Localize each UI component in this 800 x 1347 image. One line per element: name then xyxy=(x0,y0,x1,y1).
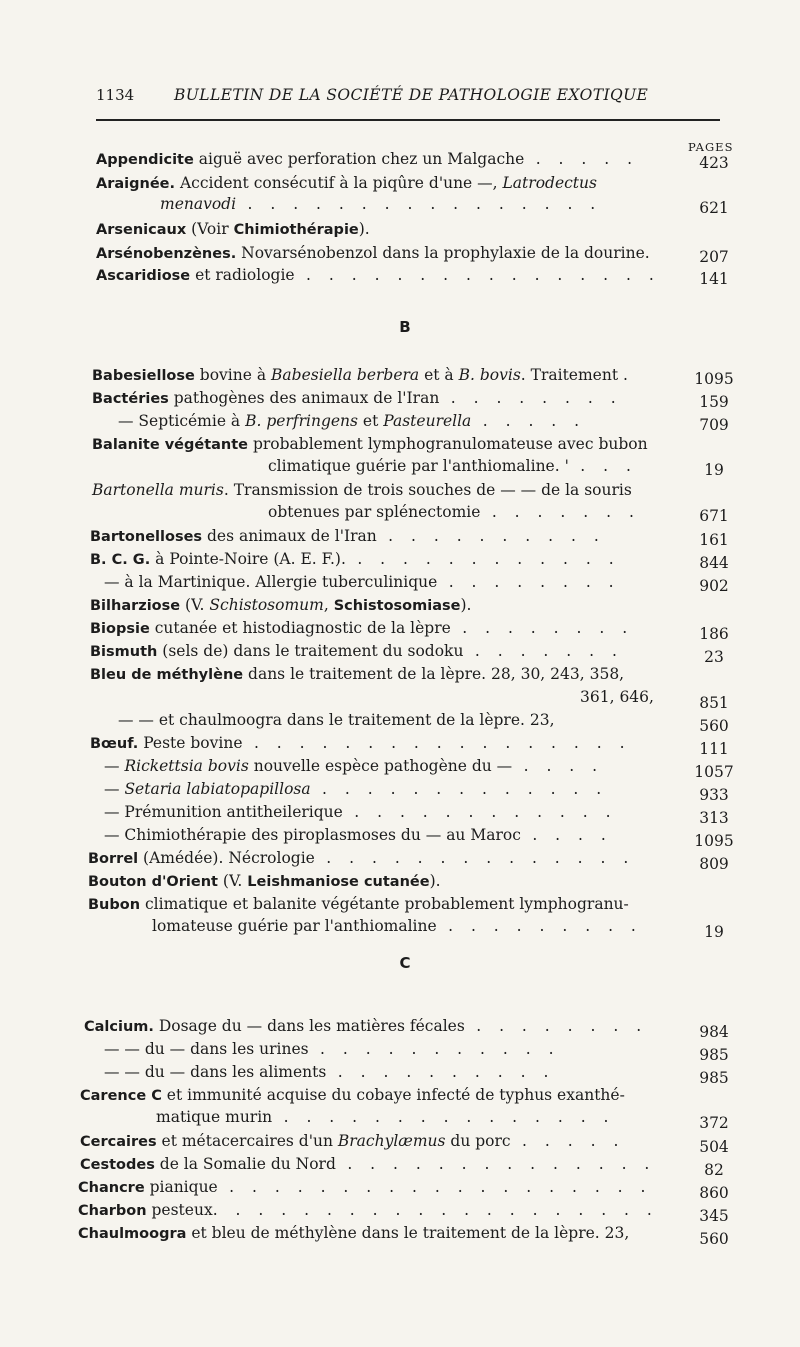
leader-dots: . . . . . . . . xyxy=(450,619,634,637)
entry-text: matique murin xyxy=(156,1108,273,1126)
page-reference: 1095 xyxy=(694,370,734,388)
index-entry-text xyxy=(90,734,631,752)
entry-text: — Septicémie à xyxy=(118,412,246,430)
entry-text: (sels de) dans le traitement du sodoku xyxy=(157,642,464,660)
index-line xyxy=(0,573,800,593)
entry-text: à Pointe-Noire (A. E. F.). xyxy=(150,550,346,568)
leader-dots: . . . . . . . . . . . . . . . . xyxy=(294,266,661,284)
index-line xyxy=(0,780,800,804)
leader-dots: . . . . . . . . xyxy=(437,573,621,591)
page-reference: 19 xyxy=(704,461,724,479)
entry-text: du porc xyxy=(445,1132,511,1150)
index-keyword: Schistosomiase xyxy=(333,598,461,614)
index-line xyxy=(0,457,800,477)
index-entry-text xyxy=(80,1086,625,1104)
index-keyword: Carence C xyxy=(80,1088,162,1104)
leader-dots: . . . . . . . . . . . . xyxy=(345,550,621,568)
entry-text: — — et chaulmoogra dans le traitement de la lèpre. 23, xyxy=(118,711,555,729)
index-line xyxy=(0,917,800,941)
journal-title: BULLETIN DE LA SOCIÉTÉ DE PATHOLOGIE EXOTIQUE xyxy=(174,86,649,104)
entry-text: et radiologie xyxy=(190,266,295,284)
page-reference: 902 xyxy=(699,577,729,595)
index-entry-text xyxy=(78,1224,629,1242)
page-reference: 933 xyxy=(699,786,729,804)
index-keyword: Balanite végétante xyxy=(92,437,249,453)
index-line xyxy=(0,849,800,873)
entry-text: dans le traitement de la lèpre. 28, 30, 243, 358, xyxy=(243,665,625,683)
leader-dots: . . . . . . . xyxy=(480,503,641,521)
entry-text: ). xyxy=(460,596,472,614)
index-entry-text xyxy=(92,366,628,384)
index-line xyxy=(0,872,800,892)
page-reference: 844 xyxy=(699,554,729,572)
index-entry-text xyxy=(96,174,597,192)
page-reference: 82 xyxy=(704,1161,724,1179)
index-entry-text xyxy=(156,1108,615,1126)
index-line xyxy=(0,711,800,735)
entry-text: pianique xyxy=(144,1178,218,1196)
index-keyword: Bœuf. xyxy=(90,736,139,752)
entry-text: Dosage du — dans les matières fécales xyxy=(153,1017,465,1035)
index-entry-text xyxy=(118,711,555,729)
entry-text: cutanée et histodiagnostic de la lèpre xyxy=(149,619,451,637)
index-entry-text xyxy=(104,573,620,591)
page-reference: 709 xyxy=(699,416,729,434)
index-entry-text xyxy=(88,872,441,890)
entry-text: . Transmission de trois souches de — — de la souris xyxy=(223,481,632,499)
entry-text: et xyxy=(357,412,384,430)
index-keyword: Cercaires xyxy=(80,1134,157,1150)
entry-text: , xyxy=(323,596,334,614)
page-reference: 186 xyxy=(699,625,729,643)
index-entry-text xyxy=(78,1178,652,1196)
index-keyword: Calcium. xyxy=(84,1019,154,1035)
index-keyword: Arsenicaux xyxy=(96,222,187,238)
index-entry-text xyxy=(84,1017,648,1035)
index-keyword: Bouton d'Orient xyxy=(88,874,218,890)
leader-dots: . . . . . . . . xyxy=(439,389,623,407)
index-keyword: Ascaridiose xyxy=(96,268,191,284)
leader-dots: . . . xyxy=(568,457,638,475)
entry-text: — xyxy=(104,780,125,798)
index-entry-text xyxy=(80,1155,656,1173)
index-entry-text xyxy=(104,803,617,821)
index-keyword: Bactéries xyxy=(92,391,169,407)
index-line xyxy=(0,1224,800,1248)
index-entry-text xyxy=(268,503,640,521)
section-letter-b: B xyxy=(399,318,411,336)
index-line xyxy=(0,826,800,850)
page-reference: 372 xyxy=(699,1114,729,1132)
entry-text: aiguë avec perforation chez un Malgache xyxy=(193,150,525,168)
index-entry-text xyxy=(268,457,637,475)
leader-dots: . . . . . xyxy=(510,1132,625,1150)
index-line xyxy=(0,619,800,643)
index-keyword: Appendicite xyxy=(96,152,194,168)
page-reference: 141 xyxy=(699,270,729,288)
entry-text: climatique guérie par l'anthiomaline. ' xyxy=(268,457,569,475)
index-keyword: Chaulmoogra xyxy=(78,1226,187,1242)
index-entry-text xyxy=(104,757,604,775)
leader-dots: . . . . . . . . . . . xyxy=(308,1040,561,1058)
index-line xyxy=(0,803,800,827)
index-line xyxy=(0,596,800,616)
index-entry-text xyxy=(80,1132,625,1150)
pages-column-label: PAGES xyxy=(688,140,734,154)
entry-text: climatique et balanite végétante probablement lymphogranu- xyxy=(140,895,629,913)
index-keyword: Bartonelloses xyxy=(90,529,203,545)
leader-dots: . . . . . . . . xyxy=(464,1017,648,1035)
page-reference: 1057 xyxy=(694,763,734,781)
entry-text: de la Somalie du Nord xyxy=(154,1155,336,1173)
index-entry-text xyxy=(96,244,650,262)
index-line xyxy=(0,734,800,758)
section-letter-c: C xyxy=(399,954,411,972)
entry-text: — Chimiothérapie des piroplasmoses du — au Maroc xyxy=(104,826,521,844)
italic-term: menavodi xyxy=(160,195,237,213)
index-keyword: Araignée. xyxy=(96,176,176,192)
index-line xyxy=(0,642,800,666)
leader-dots: . . . . . . . . . . . . . . xyxy=(335,1155,656,1173)
entry-text: — xyxy=(104,757,125,775)
index-line xyxy=(0,481,800,501)
page-reference: 313 xyxy=(699,809,729,827)
index-line xyxy=(0,366,800,386)
entry-text: (V. xyxy=(217,872,248,890)
index-line xyxy=(0,1086,800,1106)
entry-text: et à xyxy=(419,366,459,384)
index-entry-text xyxy=(92,481,632,499)
page-reference: 985 xyxy=(699,1069,729,1087)
index-entry-text xyxy=(96,266,660,284)
entry-text: (V. xyxy=(180,596,210,614)
index-entry-text xyxy=(104,826,612,844)
index-line xyxy=(0,1017,800,1041)
header-rule xyxy=(96,119,720,121)
index-entry-text xyxy=(90,642,623,660)
leader-dots: . . . . . . . . . . . . . . . . . . . . xyxy=(212,1201,659,1219)
index-entry-text xyxy=(78,1201,658,1219)
index-line xyxy=(0,220,800,240)
index-keyword: Cestodes xyxy=(80,1157,155,1173)
page-reference: 23 xyxy=(704,648,724,666)
italic-term: Pasteurella xyxy=(383,412,472,430)
leader-dots: . . . . xyxy=(520,826,613,844)
index-line xyxy=(0,1178,800,1202)
index-line xyxy=(0,1201,800,1225)
entry-text: ). xyxy=(358,220,370,238)
index-entry-text xyxy=(90,596,471,614)
entry-text: pesteux xyxy=(146,1201,213,1219)
leader-dots: . . . . xyxy=(512,757,604,775)
index-line xyxy=(0,244,800,264)
index-entry-text xyxy=(92,389,622,407)
page-reference: 19 xyxy=(704,923,724,941)
index-line xyxy=(0,895,800,915)
index-entry-text xyxy=(88,895,629,913)
index-entry-text xyxy=(90,619,634,637)
index-entry-text xyxy=(152,917,642,935)
leader-dots: . . . . . xyxy=(471,412,586,430)
index-keyword: Bubon xyxy=(88,897,141,913)
index-line xyxy=(0,665,800,685)
italic-term: Rickettsia bovis xyxy=(124,757,249,775)
entry-text: — à la Martinique. Allergie tuberculinique xyxy=(104,573,438,591)
page-reference: 1095 xyxy=(694,832,734,850)
entry-text: Peste bovine xyxy=(138,734,243,752)
leader-dots: . . . . . . . xyxy=(463,642,624,660)
index-entry-text xyxy=(104,1040,560,1058)
index-entry-text xyxy=(90,550,620,568)
leader-dots: . . . . . . . . . . . . . . . xyxy=(272,1108,615,1126)
index-entry-text xyxy=(90,527,605,545)
entry-text: et immunité acquise du cobaye infecté de typhus exanthé- xyxy=(161,1086,625,1104)
entry-text: ). xyxy=(429,872,441,890)
index-keyword: Babesiellose xyxy=(92,368,195,384)
index-keyword: B. C. G. xyxy=(90,552,151,568)
index-line xyxy=(0,150,800,170)
page-reference: 423 xyxy=(699,154,729,172)
entry-text: — — du — dans les aliments xyxy=(104,1063,327,1081)
index-line xyxy=(0,757,800,781)
page-number: 1134 xyxy=(96,86,135,104)
leader-dots: . . . . . . . . . . xyxy=(376,527,606,545)
entry-text: — — du — dans les urines xyxy=(104,1040,309,1058)
index-keyword: Bilharziose xyxy=(90,598,181,614)
index-keyword: Bismuth xyxy=(90,644,158,660)
leader-dots: . . . . . . . . . . . . . . . . . . . xyxy=(217,1178,652,1196)
page-reference: 207 xyxy=(699,248,729,266)
leader-dots: . . . . . xyxy=(524,150,639,168)
index-keyword: Borrel xyxy=(88,851,139,867)
leader-dots: . . . . . . . . . xyxy=(436,917,643,935)
index-entry-text xyxy=(90,665,624,683)
page-reference: 504 xyxy=(699,1138,729,1156)
entry-text: lomateuse guérie par l'anthiomaline xyxy=(152,917,437,935)
index-entry-text xyxy=(96,220,370,238)
index-line xyxy=(0,503,800,523)
page-reference: 621 xyxy=(699,199,729,217)
italic-term: Schistosomum xyxy=(209,596,324,614)
entry-text: et métacercaires d'un xyxy=(156,1132,338,1150)
italic-term: Brachylæmus xyxy=(337,1132,446,1150)
entry-text: Novarsénobenzol dans la prophylaxie de la dourine. xyxy=(236,244,650,262)
page-reference: 345 xyxy=(699,1207,729,1225)
page-reference: 851 xyxy=(699,694,729,712)
page-reference: 984 xyxy=(699,1023,729,1041)
page-reference: 671 xyxy=(699,507,729,525)
entry-text: — Prémunition antitheilerique xyxy=(104,803,343,821)
entry-text: nouvelle espèce pathogène du — xyxy=(248,757,513,775)
leader-dots: . . . . . . . . . . . . xyxy=(342,803,618,821)
italic-term: B. bovis xyxy=(458,366,521,384)
index-entry-text xyxy=(118,412,586,430)
index-keyword: Chancre xyxy=(78,1180,145,1196)
index-line xyxy=(0,550,800,570)
index-line xyxy=(0,195,800,215)
index-keyword: Arsénobenzènes. xyxy=(96,246,237,262)
entry-text: . Traitement . xyxy=(520,366,628,384)
entry-text: 361, 646, xyxy=(580,688,654,706)
entry-text: Accident consécutif à la piqûre d'une —, xyxy=(175,174,503,192)
index-line xyxy=(0,527,800,547)
page-reference: 560 xyxy=(699,717,729,735)
index-entry-text xyxy=(580,688,654,706)
page-reference: 111 xyxy=(699,740,729,758)
index-entry-text xyxy=(96,150,639,168)
index-entry-text xyxy=(104,780,608,798)
entry-text: et bleu de méthylène dans le traitement de la lèpre. 23, xyxy=(186,1224,630,1242)
leader-dots: . . . . . . . . . . . . . . . . . xyxy=(242,734,632,752)
entry-text: (Amédée). Nécrologie xyxy=(138,849,315,867)
index-line xyxy=(0,1063,800,1087)
index-line xyxy=(0,174,800,194)
italic-term: Latrodectus xyxy=(502,174,597,192)
index-line xyxy=(0,1155,800,1179)
leader-dots: . . . . . . . . . . . . . . . . xyxy=(236,195,602,213)
index-entry-text xyxy=(104,1063,555,1081)
index-keyword: Charbon xyxy=(78,1203,147,1219)
index-line xyxy=(0,389,800,409)
entry-text: probablement lymphogranulomateuse avec bubon xyxy=(248,435,648,453)
page-reference: 161 xyxy=(699,531,729,549)
index-line xyxy=(0,266,800,286)
index-entry-text xyxy=(88,849,635,867)
leader-dots: . . . . . . . . . . xyxy=(326,1063,555,1081)
index-keyword: Bleu de méthylène xyxy=(90,667,244,683)
index-line xyxy=(0,1132,800,1156)
page-reference: 560 xyxy=(699,1230,729,1248)
page-reference: 985 xyxy=(699,1046,729,1064)
leader-dots: . . . . . . . . . . . . . xyxy=(310,780,608,798)
index-line xyxy=(0,1108,800,1132)
italic-term: B. perfringens xyxy=(245,412,358,430)
index-keyword: Chimiothérapie xyxy=(233,222,359,238)
entry-text: (Voir xyxy=(186,220,234,238)
index-keyword: Leishmaniose cutanée xyxy=(247,874,430,890)
italic-term: Setaria labiatopapillosa xyxy=(124,780,311,798)
italic-term: Bartonella muris xyxy=(92,481,224,499)
entry-text: pathogènes des animaux de l'Iran xyxy=(168,389,440,407)
index-entry-text xyxy=(160,195,602,213)
running-header xyxy=(96,86,716,110)
italic-term: Babesiella berbera xyxy=(271,366,420,384)
page-reference: 860 xyxy=(699,1184,729,1202)
index-line xyxy=(0,435,800,455)
entry-text: obtenues par splénectomie xyxy=(268,503,481,521)
page-reference: 809 xyxy=(699,855,729,873)
index-entry-text xyxy=(92,435,648,453)
index-line xyxy=(0,412,800,432)
index-line xyxy=(0,688,800,712)
index-keyword: Biopsie xyxy=(90,621,150,637)
page-reference: 159 xyxy=(699,393,729,411)
index-line xyxy=(0,1040,800,1064)
entry-text: des animaux de l'Iran xyxy=(202,527,377,545)
entry-text: bovine à xyxy=(194,366,272,384)
leader-dots: . . . . . . . . . . . . . . xyxy=(314,849,635,867)
